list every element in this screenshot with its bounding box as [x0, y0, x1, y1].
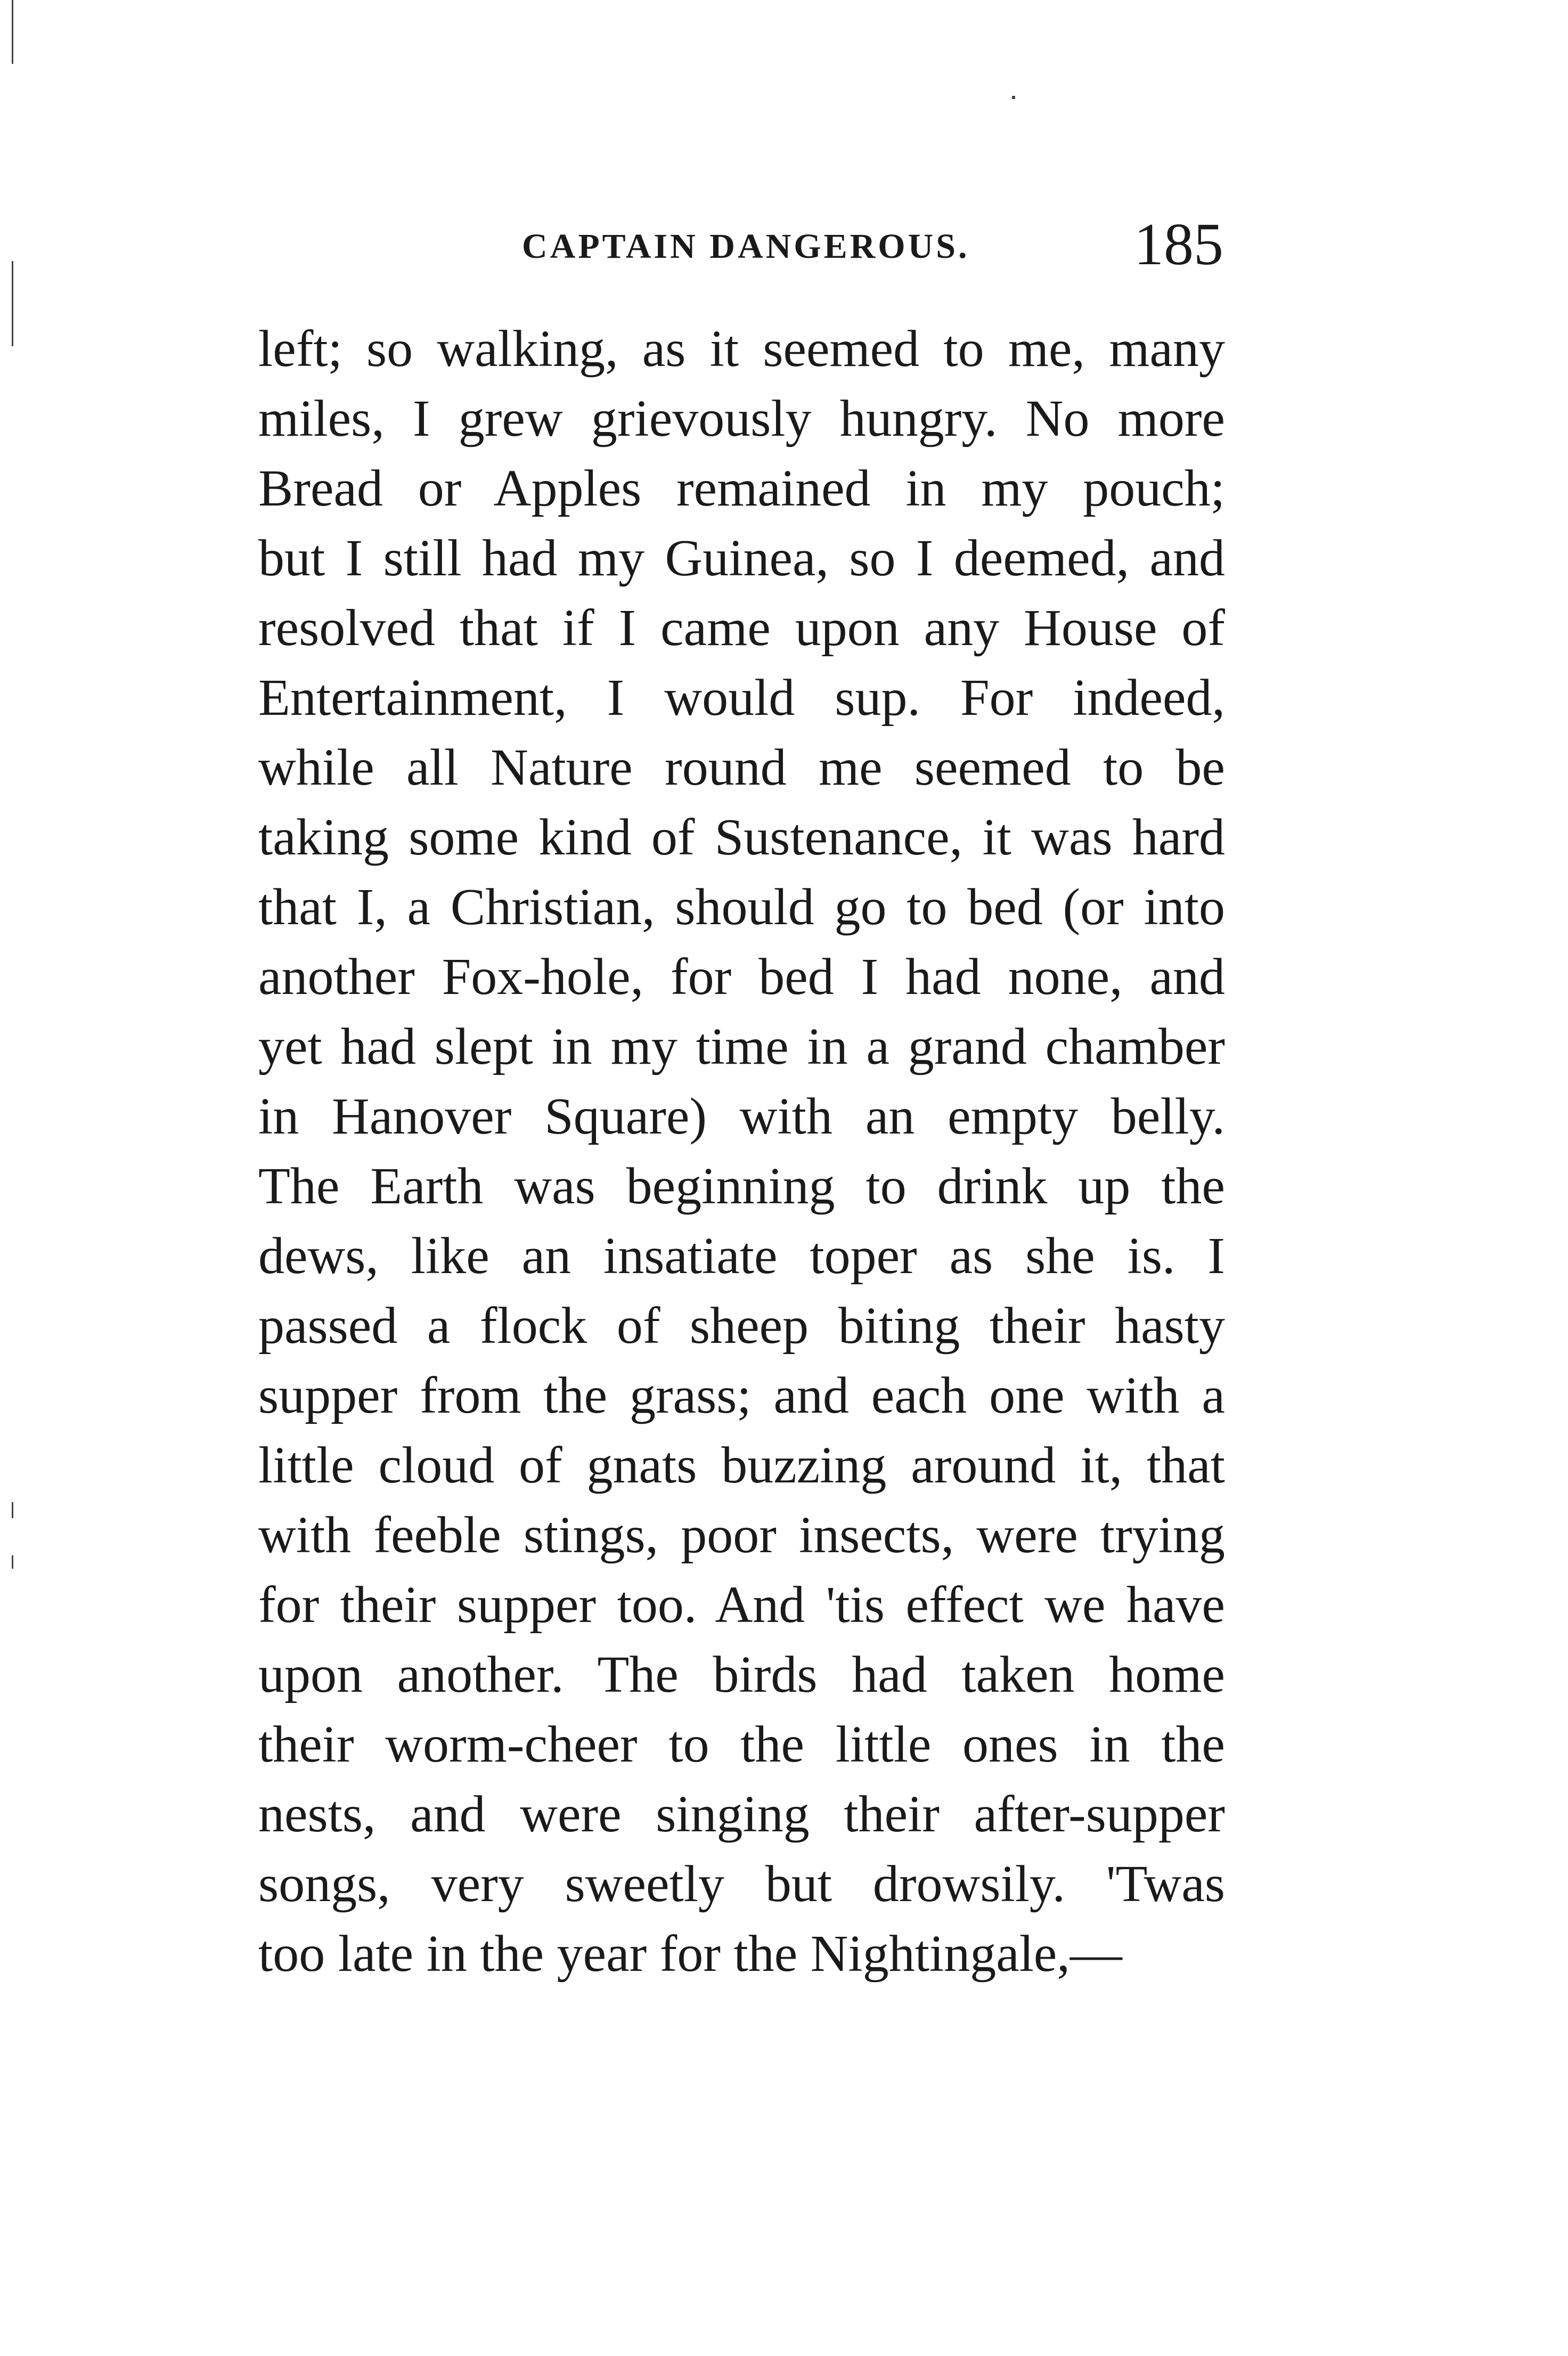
text-line: but I still had my Guinea, so I deemed, and [258, 529, 1225, 587]
page-number: 185 [1134, 211, 1223, 278]
text-line: yet had slept in my time in a grand chamber [258, 1018, 1225, 1075]
text-line: while all Nature round me seemed to be [258, 739, 1225, 796]
text-line: little cloud of gnats buzzing around it, that [258, 1437, 1225, 1494]
text-line: The Earth was beginning to drink up the [258, 1157, 1225, 1215]
running-head [258, 210, 1233, 290]
text-line: resolved that if I came upon any House of [258, 599, 1225, 657]
text-line: supper from the grass; and each one with a [258, 1367, 1225, 1424]
text-line: with feeble stings, poor insects, were trying [258, 1506, 1225, 1564]
text-line: too late in the year for the Nightingale,— [258, 1925, 1122, 1983]
text-line: passed a flock of sheep biting their hasty [258, 1297, 1225, 1355]
scan-margin-mark [12, 1555, 13, 1569]
text-line: upon another. The birds had taken home [258, 1646, 1225, 1703]
scan-margin-mark [12, 1502, 13, 1518]
text-line: taking some kind of Sustenance, it was hard [258, 809, 1225, 866]
text-line: Bread or Apples remained in my pouch; [258, 460, 1225, 517]
text-line: in Hanover Square) with an empty belly. [258, 1088, 1225, 1145]
text-line: dews, like an insatiate toper as she is. I [258, 1227, 1225, 1285]
text-line: their worm-cheer to the little ones in the [258, 1716, 1225, 1773]
scan-margin-mark [1012, 96, 1015, 99]
scan-margin-mark [12, 261, 13, 346]
text-line: nests, and were singing their after-supper [258, 1786, 1225, 1843]
text-line: another Fox-hole, for bed I had none, and [258, 948, 1225, 1006]
text-line: for their supper too. And 'tis effect we have [258, 1576, 1225, 1634]
text-line: miles, I grew grievously hungry. No more [258, 390, 1225, 447]
running-title: CAPTAIN DANGEROUS. [522, 227, 970, 266]
text-line: that I, a Christian, should go to bed (or into [258, 878, 1225, 936]
text-line: Entertainment, I would sup. For indeed, [258, 669, 1225, 727]
body-text [258, 314, 1225, 1989]
scan-margin-mark [12, 0, 13, 64]
text-line: left; so walking, as it seemed to me, many [258, 320, 1225, 378]
text-line: songs, very sweetly but drowsily. 'Twas [258, 1855, 1225, 1913]
